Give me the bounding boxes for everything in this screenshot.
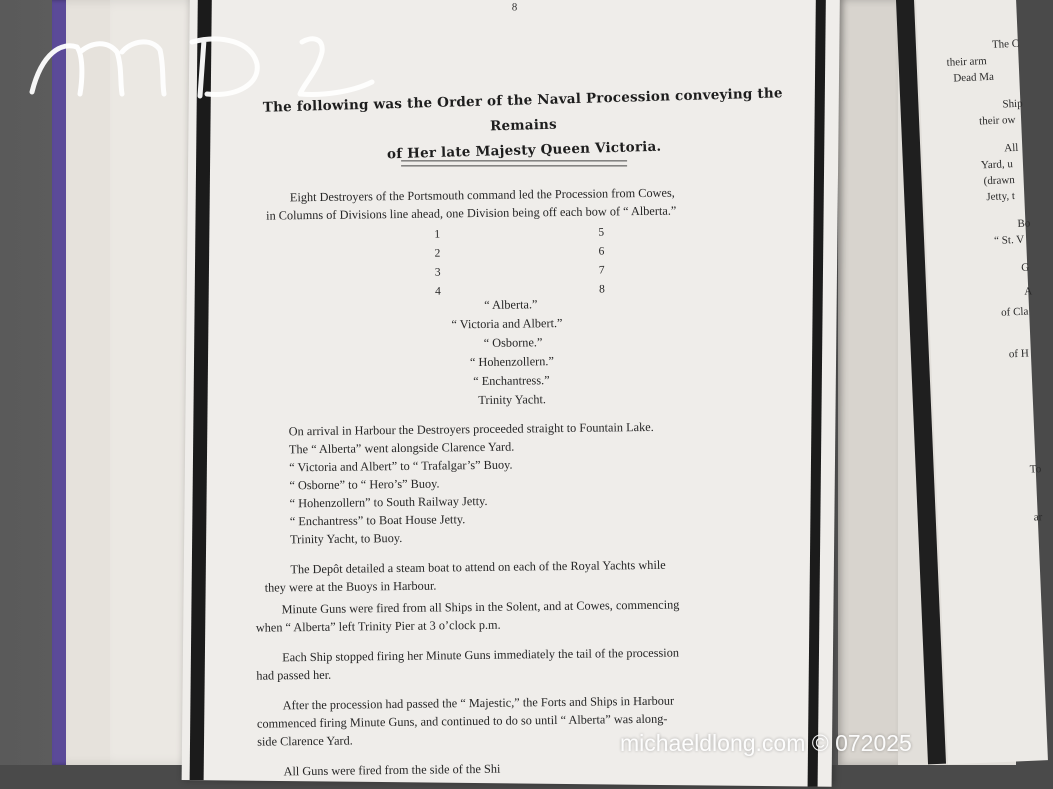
right-fragment: Yard, u (980, 158, 1014, 172)
mdl-monogram-logo (22, 12, 382, 112)
right-fragment: their ow (978, 113, 1016, 128)
paragraph-line: in Columns of Divisions line ahead, one Division being off each bow of “ Alberta.” (266, 203, 677, 223)
paragraph-line: Minute Guns were fired from all Ships in the Solent, and at Cowes, commencing (281, 597, 680, 617)
paragraph-line: The “ Alberta” went alongside Clarence Yard. (288, 439, 515, 457)
column-number: 1 (434, 228, 441, 241)
title-line: The following was the Order of the Naval Procession conveying the Remains (262, 85, 783, 135)
ship-name: “ Enchantress.” (473, 373, 550, 389)
paragraph-line: “ Hohenzollern” to South Railway Jetty. (289, 493, 488, 511)
paragraph-line: “ Enchantress” to Boat House Jetty. (289, 512, 466, 529)
right-fragment: of Cla (1000, 305, 1029, 319)
paragraph-line: The Depôt detailed a steam boat to attend on each of the Royal Yachts while (290, 557, 666, 577)
right-fragment: of H (1008, 347, 1030, 361)
title-line: of Her late Majesty Queen Victoria. (386, 138, 662, 163)
paragraph-line: “ Osborne” to “ Hero’s” Buoy. (289, 476, 440, 493)
ship-name: “ Osborne.” (483, 335, 543, 350)
title-divider (401, 160, 627, 166)
right-fragment: their arm (946, 55, 987, 69)
ship-name: “ Alberta.” (484, 297, 538, 312)
document-page (182, 0, 840, 787)
right-fragment: All (1004, 141, 1019, 155)
column-number: 4 (434, 285, 441, 298)
paragraph-line: side Clarence Yard. (257, 733, 353, 749)
column-number: 3 (434, 266, 441, 279)
paragraph-line: On arrival in Harbour the Destroyers proceeded straight to Fountain Lake. (288, 419, 654, 439)
ship-name: “ Victoria and Albert.” (451, 316, 563, 332)
right-fragment: Ship (1002, 97, 1023, 111)
right-fragment: G (1021, 261, 1030, 274)
paragraph-line: when “ Alberta” left Trinity Pier at 3 o’clock p.m. (255, 617, 501, 635)
right-fragment: (drawn (983, 174, 1016, 188)
right-fragment: The C (991, 37, 1020, 51)
paragraph-line: commenced firing Minute Guns, and continued to do so until “ Alberta” was along- (256, 711, 668, 731)
paragraph-line: “ Victoria and Albert” to “ Trafalgar’s” Buoy. (289, 457, 513, 475)
watermark-text: michaeldlong.com © 072025 (620, 730, 912, 756)
column-number: 5 (598, 226, 605, 239)
logo-text: MDL (197, 66, 222, 77)
right-fragment: Jetty, t (986, 190, 1016, 204)
order-section (258, 184, 783, 610)
column-number: 7 (598, 264, 605, 277)
ship-name: Trinity Yacht. (478, 392, 546, 408)
paragraph-line: Each Ship stopped firing her Minute Guns immediately the tail of the procession (282, 645, 680, 665)
paragraph-line: Trinity Yacht, to Buoy. (289, 530, 403, 547)
right-fragment: A (1024, 285, 1033, 298)
paragraph-line: After the procession had passed the “ Majestic,” the Forts and Ships in Harbour (282, 693, 675, 713)
right-fragment: ar (1033, 511, 1043, 524)
paragraph-line: they were at the Buoys in Harbour. (264, 578, 437, 595)
ship-name: “ Hohenzollern.” (469, 354, 554, 370)
right-fragment: Dead Ma (953, 70, 995, 85)
page-number: 8 (511, 1, 518, 14)
column-number: 6 (598, 245, 605, 258)
mourning-border-right (808, 0, 826, 787)
right-fragment: To (1029, 463, 1042, 476)
paragraph-line: Eight Destroyers of the Portsmouth command led the Procession from Cowes, (289, 185, 675, 205)
column-number: 8 (598, 283, 605, 296)
paragraph-line: had passed her. (256, 667, 332, 683)
right-page-edge (838, 0, 898, 765)
paragraph-line: All Guns were fired from the side of the Shi (283, 761, 501, 779)
column-number: 2 (434, 247, 441, 260)
right-fragment: “ St. V (993, 233, 1025, 247)
right-fragment: Bo (1017, 217, 1031, 230)
mourning-border-left (190, 0, 212, 780)
